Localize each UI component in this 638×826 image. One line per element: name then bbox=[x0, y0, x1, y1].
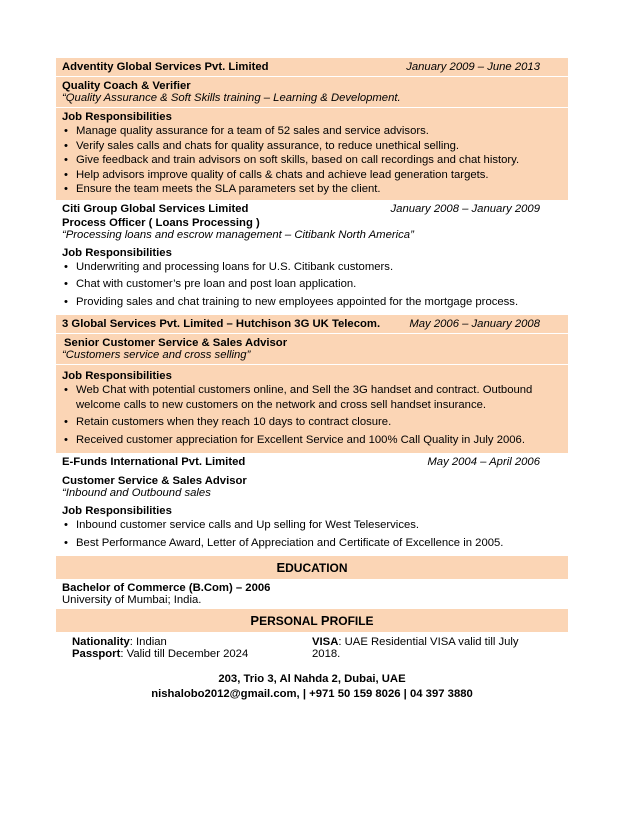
education-heading-rest: DUCATION bbox=[285, 561, 348, 575]
responsibilities-label: Job Responsibilities bbox=[62, 505, 172, 517]
job-dates: January 2009 – June 2013 bbox=[406, 61, 540, 73]
responsibilities-label: Job Responsibilities bbox=[62, 246, 172, 259]
job-title: Quality Coach & Verifier bbox=[62, 80, 191, 92]
list-item: • Retain customers when they reach 10 days to contract closure. bbox=[76, 415, 562, 430]
responsibilities-label: Job Responsibilities bbox=[62, 111, 172, 123]
resume-page bbox=[56, 58, 568, 702]
profile-right-column bbox=[312, 636, 542, 660]
visa-label: VISA bbox=[312, 636, 339, 648]
education-heading-initial: E bbox=[276, 560, 286, 575]
list-item: • Verify sales calls and chats for quality assurance, to reduce unethical selling. bbox=[76, 139, 562, 154]
profile-heading-rest: ERSONAL bbox=[259, 614, 321, 628]
job-role bbox=[56, 76, 568, 107]
job-subtitle: “Customers service and cross selling” bbox=[62, 349, 251, 361]
responsibilities-list bbox=[62, 260, 562, 310]
profile-heading-initial-2: P bbox=[320, 613, 330, 628]
passport-row bbox=[72, 648, 312, 660]
profile-heading-rest-2: ROFILE bbox=[329, 614, 374, 628]
job-subtitle: “Quality Assurance & Soft Skills training – Learning & Development. bbox=[62, 92, 401, 104]
education-school: University of Mumbai; India. bbox=[62, 594, 202, 606]
education-degree: Bachelor of Commerce (B.Com) – 2006 bbox=[62, 582, 271, 594]
responsibilities-list bbox=[62, 518, 562, 550]
list-item: • Received customer appreciation for Excellent Service and 100% Call Quality in July 2006. bbox=[76, 433, 562, 448]
job-company: Adventity Global Services Pvt. Limited bbox=[62, 61, 269, 73]
list-item: • Providing sales and chat training to new employees appointed for the mortgage process. bbox=[76, 295, 562, 310]
job-header bbox=[56, 58, 568, 76]
job-citigroup bbox=[56, 200, 568, 316]
job-dates: May 2006 – January 2008 bbox=[409, 318, 540, 330]
job-role bbox=[56, 333, 568, 364]
nationality-value: : Indian bbox=[129, 636, 167, 648]
list-item: • Web Chat with potential customers online, and Sell the 3G handset and contract. Outbound welcome calls to new customers on the network and cross sell handset insurance. bbox=[76, 383, 562, 412]
job-subtitle: “Processing loans and escrow management – Citibank North America” bbox=[62, 228, 414, 241]
job-hutchison bbox=[56, 315, 568, 453]
education-heading bbox=[56, 556, 568, 579]
contact-footer bbox=[56, 672, 568, 702]
responsibilities-list bbox=[62, 124, 562, 197]
list-item: • Manage quality assurance for a team of 52 sales and service advisors. bbox=[76, 124, 562, 139]
list-item: • Inbound customer service calls and Up selling for West Teleservices. bbox=[76, 518, 562, 533]
job-header bbox=[56, 315, 568, 333]
contact-email-phone: nishalobo2012@gmail.com, | +971 50 159 8026 | 04 397 3880 bbox=[151, 688, 473, 700]
job-title: Customer Service & Sales Advisor bbox=[62, 475, 247, 487]
profile-heading-initial: P bbox=[250, 613, 260, 628]
education-section bbox=[56, 579, 568, 609]
job-subtitle: “Inbound and Outbound sales bbox=[62, 487, 211, 499]
list-item: • Give feedback and train advisors on soft skills, based on call recordings and chat history. bbox=[76, 153, 562, 168]
job-responsibilities bbox=[56, 107, 568, 200]
visa-value: : UAE Residential VISA valid till July 2018. bbox=[312, 636, 519, 660]
passport-value: : Valid till December 2024 bbox=[120, 648, 249, 660]
job-header bbox=[56, 200, 568, 316]
passport-label: Passport bbox=[72, 648, 121, 660]
job-responsibilities bbox=[56, 364, 568, 453]
job-title: Process Officer ( Loans Processing ) bbox=[62, 216, 260, 229]
job-company: E-Funds International Pvt. Limited bbox=[62, 456, 246, 468]
profile-section bbox=[56, 632, 568, 664]
profile-left-column bbox=[72, 636, 312, 660]
job-company: 3 Global Services Pvt. Limited – Hutchison 3G UK Telecom. bbox=[62, 318, 381, 330]
list-item: • Underwriting and processing loans for U.S. Citibank customers. bbox=[76, 260, 562, 275]
nationality-label: Nationality bbox=[72, 636, 130, 648]
nationality-row bbox=[72, 636, 312, 648]
job-dates: May 2004 – April 2006 bbox=[427, 456, 540, 468]
list-item: • Best Performance Award, Letter of Appreciation and Certificate of Excellence in 2005. bbox=[76, 536, 562, 551]
job-dates: January 2008 – January 2009 bbox=[390, 202, 540, 215]
profile-heading bbox=[56, 609, 568, 632]
job-adventity bbox=[56, 58, 568, 200]
job-efunds bbox=[56, 453, 568, 556]
contact-address: 203, Trio 3, Al Nahda 2, Dubai, UAE bbox=[218, 673, 406, 685]
responsibilities-list bbox=[62, 383, 562, 447]
job-header bbox=[56, 453, 568, 556]
job-title: Senior Customer Service & Sales Advisor bbox=[64, 337, 288, 349]
list-item: • Chat with customer’s pre loan and post loan application. bbox=[76, 277, 562, 292]
job-company: Citi Group Global Services Limited bbox=[62, 202, 249, 215]
list-item: • Ensure the team meets the SLA parameters set by the client. bbox=[76, 182, 562, 197]
responsibilities-label: Job Responsibilities bbox=[62, 370, 172, 382]
list-item: • Help advisors improve quality of calls & chats and achieve lead generation targets. bbox=[76, 168, 562, 183]
